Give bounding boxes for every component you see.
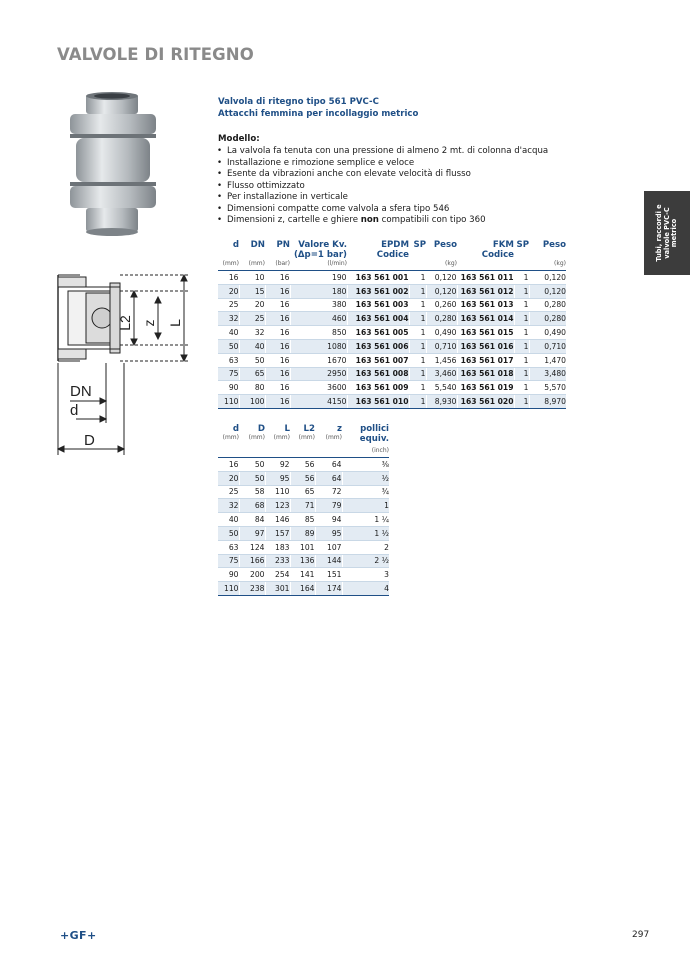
table-cell: 254 — [265, 568, 290, 582]
table-row — [218, 395, 566, 409]
list-item: • Per installazione in verticale — [217, 192, 348, 202]
table-cell: 136 — [290, 554, 315, 568]
col-header: pollici — [360, 424, 389, 434]
table-cell: 25 — [218, 298, 239, 312]
table-cell: 4150 — [290, 395, 347, 409]
table-cell: 63 — [218, 540, 239, 554]
table-cell: 16 — [265, 271, 290, 285]
table-cell: 0,280 — [426, 312, 457, 326]
table-cell: 16 — [265, 312, 290, 326]
table-cell: 92 — [265, 458, 290, 472]
product-title: Valvola di ritegno tipo 561 PVC-C — [218, 97, 379, 107]
table-cell: 151 — [315, 568, 342, 582]
col-header: DN — [250, 240, 265, 250]
table-cell: 163 561 010 — [347, 395, 409, 409]
col-header: FKM — [492, 240, 514, 250]
table-cell: 0,490 — [426, 326, 457, 340]
table-cell: 1 — [514, 312, 529, 326]
table-cell: 301 — [265, 582, 290, 596]
table-cell: 20 — [218, 471, 239, 485]
table-cell: 1 — [514, 381, 529, 395]
table-cell: 65 — [239, 367, 265, 381]
table-row — [218, 582, 389, 596]
table-cell: 0,490 — [529, 326, 566, 340]
table-cell: 163 561 013 — [457, 298, 514, 312]
table-row — [218, 298, 566, 312]
table-cell: 75 — [218, 367, 239, 381]
section-tab[interactable] — [644, 191, 690, 275]
table-cell: 1 — [409, 284, 426, 298]
table-cell: 1 — [409, 271, 426, 285]
table-row — [218, 471, 389, 485]
table-cell: 40 — [218, 513, 239, 527]
table-row — [218, 367, 566, 381]
dim-label: L — [167, 319, 183, 327]
col-header: Codice — [376, 250, 409, 260]
unit-label: (mm) — [298, 434, 315, 441]
table-cell: 40 — [218, 326, 239, 340]
table-cell: 0,710 — [426, 339, 457, 353]
table-cell: 0,120 — [529, 271, 566, 285]
gf-logo: +GF+ — [60, 929, 97, 942]
table-cell: 3,460 — [426, 367, 457, 381]
table-cell: 163 561 004 — [347, 312, 409, 326]
table-cell: 1 — [342, 499, 389, 513]
col-header: Codice — [481, 250, 514, 260]
table-cell: 32 — [239, 326, 265, 340]
table-cell: 16 — [265, 353, 290, 367]
unit-label: (kg) — [426, 260, 457, 271]
table-cell: 110 — [265, 485, 290, 499]
list-item: • Dimensioni compatte come valvola a sfera tipo 546 — [217, 203, 450, 214]
table-cell: 32 — [218, 312, 239, 326]
table-cell: 233 — [265, 554, 290, 568]
table-cell: 95 — [315, 526, 342, 540]
table-cell: 80 — [239, 381, 265, 395]
table-cell: 1 — [409, 312, 426, 326]
col-header: d — [232, 424, 239, 434]
table-cell: 25 — [239, 312, 265, 326]
table-cell: 163 561 008 — [347, 367, 409, 381]
table-cell: 163 561 009 — [347, 381, 409, 395]
table-cell: 163 561 019 — [457, 381, 514, 395]
unit-label: (mm) — [325, 434, 342, 441]
table-row — [218, 540, 389, 554]
table-cell: 5,570 — [529, 381, 566, 395]
table-cell: 0,280 — [529, 298, 566, 312]
col-header: z — [336, 424, 342, 434]
table-cell: 2950 — [290, 367, 347, 381]
unit-label: (mm) — [218, 260, 239, 271]
col-header: L2 — [303, 424, 315, 434]
table-cell: 0,710 — [529, 339, 566, 353]
table-cell: 3 — [342, 568, 389, 582]
table-cell: 72 — [315, 485, 342, 499]
table-cell: 1 — [514, 284, 529, 298]
table-cell: 16 — [218, 458, 239, 472]
table-cell: 15 — [239, 284, 265, 298]
table-row — [218, 339, 566, 353]
table-cell: 163 561 002 — [347, 284, 409, 298]
table-cell: 40 — [239, 339, 265, 353]
table-cell: 90 — [218, 381, 239, 395]
col-header: PN — [276, 240, 290, 250]
col-header: (Δp=1 bar) — [293, 250, 347, 260]
table-cell: 16 — [265, 381, 290, 395]
dim-label: D — [84, 432, 95, 449]
table-cell: 0,260 — [426, 298, 457, 312]
table-cell: 166 — [239, 554, 265, 568]
table-cell: 1 ½ — [342, 526, 389, 540]
table-cell: 63 — [218, 353, 239, 367]
table-cell: 50 — [239, 353, 265, 367]
table-cell: 0,120 — [426, 271, 457, 285]
table-cell: 124 — [239, 540, 265, 554]
table-cell: 1,456 — [426, 353, 457, 367]
table-cell: 1 — [514, 395, 529, 409]
table-cell: 101 — [290, 540, 315, 554]
table-cell: 56 — [290, 458, 315, 472]
table-cell: 8,930 — [426, 395, 457, 409]
table-cell: 1 — [514, 353, 529, 367]
page-number: 297 — [632, 930, 650, 940]
table-cell: 1 — [409, 395, 426, 409]
table-cell: 164 — [290, 582, 315, 596]
table-cell: 1 — [409, 339, 426, 353]
table-cell: 163 561 016 — [457, 339, 514, 353]
table-cell: 97 — [239, 526, 265, 540]
table-cell: 3600 — [290, 381, 347, 395]
table-cell: 5,540 — [426, 381, 457, 395]
dimensions-table — [218, 424, 389, 596]
table-cell: 163 561 015 — [457, 326, 514, 340]
page-title: VALVOLE DI RITEGNO — [57, 45, 254, 64]
table-cell: 89 — [290, 526, 315, 540]
col-header: Valore Kv. — [298, 240, 347, 250]
unit-label: (mm) — [273, 434, 290, 441]
table-cell: 107 — [315, 540, 342, 554]
table-cell: 144 — [315, 554, 342, 568]
table-cell: 64 — [315, 471, 342, 485]
unit-label: (bar) — [265, 260, 290, 271]
table-row — [218, 499, 389, 513]
table-cell: 163 561 007 — [347, 353, 409, 367]
table-cell: 2 ½ — [342, 554, 389, 568]
table-row — [218, 284, 566, 298]
unit-label: (mm) — [248, 434, 265, 441]
table-row — [218, 353, 566, 367]
list-item: • La valvola fa tenuta con una pressione di almeno 2 mt. di colonna d'acqua — [217, 146, 549, 156]
table-cell: 1 ¼ — [342, 513, 389, 527]
table-cell: 2 — [342, 540, 389, 554]
unit-label: (mm) — [239, 260, 265, 271]
table-cell: 20 — [218, 284, 239, 298]
table-row — [218, 326, 566, 340]
table-cell: 85 — [290, 513, 315, 527]
table-cell: 163 561 005 — [347, 326, 409, 340]
table-cell: 90 — [218, 568, 239, 582]
table-cell: 163 561 001 — [347, 271, 409, 285]
codes-table — [218, 240, 566, 409]
col-header: SP — [516, 240, 529, 250]
table-cell: 84 — [239, 513, 265, 527]
table-cell: 75 — [218, 554, 239, 568]
table-cell: 32 — [218, 499, 239, 513]
list-item: • Dimensioni z, cartelle e ghiere non compatibili con tipo 360 — [217, 215, 486, 225]
table-row — [218, 568, 389, 582]
table-cell: 163 561 012 — [457, 284, 514, 298]
table-cell: 95 — [265, 471, 290, 485]
table-cell: 380 — [290, 298, 347, 312]
table-cell: 0,120 — [529, 284, 566, 298]
table-row — [218, 554, 389, 568]
feature-list — [217, 146, 548, 227]
table-cell: 163 561 014 — [457, 312, 514, 326]
table-cell: 1 — [409, 298, 426, 312]
col-header: SP — [413, 240, 426, 250]
section-tab-label: Tubi, raccordi e valvole PVC-C metrico — [654, 204, 678, 262]
table-cell: 163 561 018 — [457, 367, 514, 381]
table-cell: 16 — [265, 339, 290, 353]
table-cell: 79 — [315, 499, 342, 513]
table-cell: 123 — [265, 499, 290, 513]
unit-label: (inch) — [342, 447, 389, 458]
table-cell: 850 — [290, 326, 347, 340]
table-cell: 0,280 — [529, 312, 566, 326]
table-cell: 180 — [290, 284, 347, 298]
table-cell: 65 — [290, 485, 315, 499]
table-cell: 16 — [265, 298, 290, 312]
table-row — [218, 458, 389, 472]
table-cell: 68 — [239, 499, 265, 513]
unit-label: (l/min) — [290, 260, 347, 271]
list-item: • Installazione e rimozione semplice e veloce — [217, 157, 415, 168]
unit-label: (kg) — [529, 260, 566, 271]
table-cell: 183 — [265, 540, 290, 554]
table-cell: 16 — [265, 395, 290, 409]
table-cell: 16 — [265, 326, 290, 340]
table-cell: 58 — [239, 485, 265, 499]
table-cell: 157 — [265, 526, 290, 540]
table-cell: 163 561 003 — [347, 298, 409, 312]
table-cell: 3,480 — [529, 367, 566, 381]
table-cell: 0,120 — [426, 284, 457, 298]
table-cell: 460 — [290, 312, 347, 326]
table-row — [218, 526, 389, 540]
col-header: equiv. — [359, 434, 389, 444]
table-cell: 238 — [239, 582, 265, 596]
dim-label: L2 — [117, 315, 133, 331]
col-header: Peso — [542, 240, 566, 250]
table-row — [218, 513, 389, 527]
product-subtitle: Attacchi femmina per incollaggio metrico — [218, 108, 419, 119]
col-header: Peso — [433, 240, 457, 250]
table-cell: 50 — [239, 458, 265, 472]
table-cell: 10 — [239, 271, 265, 285]
table-cell: 56 — [290, 471, 315, 485]
table-cell: 8,970 — [529, 395, 566, 409]
list-item: • Flusso ottimizzato — [217, 180, 305, 191]
table-cell: 16 — [265, 367, 290, 381]
table-cell: 50 — [218, 339, 239, 353]
table-cell: 163 561 011 — [457, 271, 514, 285]
table-cell: 1 — [514, 339, 529, 353]
col-header: D — [257, 424, 265, 434]
table-cell: 1 — [409, 326, 426, 340]
dim-label: d — [70, 402, 79, 419]
table-cell: 25 — [218, 485, 239, 499]
table-cell: 94 — [315, 513, 342, 527]
table-row — [218, 271, 566, 285]
table-cell: 200 — [239, 568, 265, 582]
table-cell: 64 — [315, 458, 342, 472]
table-cell: 50 — [218, 526, 239, 540]
table-cell: 141 — [290, 568, 315, 582]
technical-drawing — [50, 263, 200, 463]
list-item: • Esente da vibrazioni anche con elevate velocità di flusso — [217, 169, 471, 179]
unit-label: (mm) — [222, 434, 239, 441]
table-cell: 1 — [409, 381, 426, 395]
table-row — [218, 312, 566, 326]
table-cell: 20 — [239, 298, 265, 312]
table-cell: 1670 — [290, 353, 347, 367]
table-cell: 163 561 017 — [457, 353, 514, 367]
table-cell: ¾ — [342, 485, 389, 499]
dim-label: z — [141, 319, 157, 327]
table-cell: 163 561 020 — [457, 395, 514, 409]
table-cell: 1 — [514, 271, 529, 285]
table-cell: ⅜ — [342, 458, 389, 472]
table-cell: 110 — [218, 582, 239, 596]
table-cell: 146 — [265, 513, 290, 527]
table-row — [218, 485, 389, 499]
table-cell: 1,470 — [529, 353, 566, 367]
table-cell: 50 — [239, 471, 265, 485]
table-cell: 1 — [514, 367, 529, 381]
col-header: d — [232, 240, 239, 250]
table-cell: 4 — [342, 582, 389, 596]
table-cell: 110 — [218, 395, 239, 409]
table-cell: 100 — [239, 395, 265, 409]
table-cell: 1 — [514, 298, 529, 312]
table-cell: 1 — [409, 353, 426, 367]
table-cell: 1 — [514, 326, 529, 340]
table-cell: 16 — [265, 284, 290, 298]
table-cell: 71 — [290, 499, 315, 513]
table-cell: 1080 — [290, 339, 347, 353]
dim-label: DN — [70, 383, 92, 400]
col-header: EPDM — [381, 240, 409, 250]
table-cell: 16 — [218, 271, 239, 285]
table-cell: 1 — [409, 367, 426, 381]
table-cell: 190 — [290, 271, 347, 285]
table-cell: 174 — [315, 582, 342, 596]
col-header: L — [284, 424, 290, 434]
valve-photo — [62, 92, 164, 242]
table-cell: ½ — [342, 471, 389, 485]
model-heading: Modello: — [218, 134, 260, 144]
table-row — [218, 381, 566, 395]
table-cell: 163 561 006 — [347, 339, 409, 353]
